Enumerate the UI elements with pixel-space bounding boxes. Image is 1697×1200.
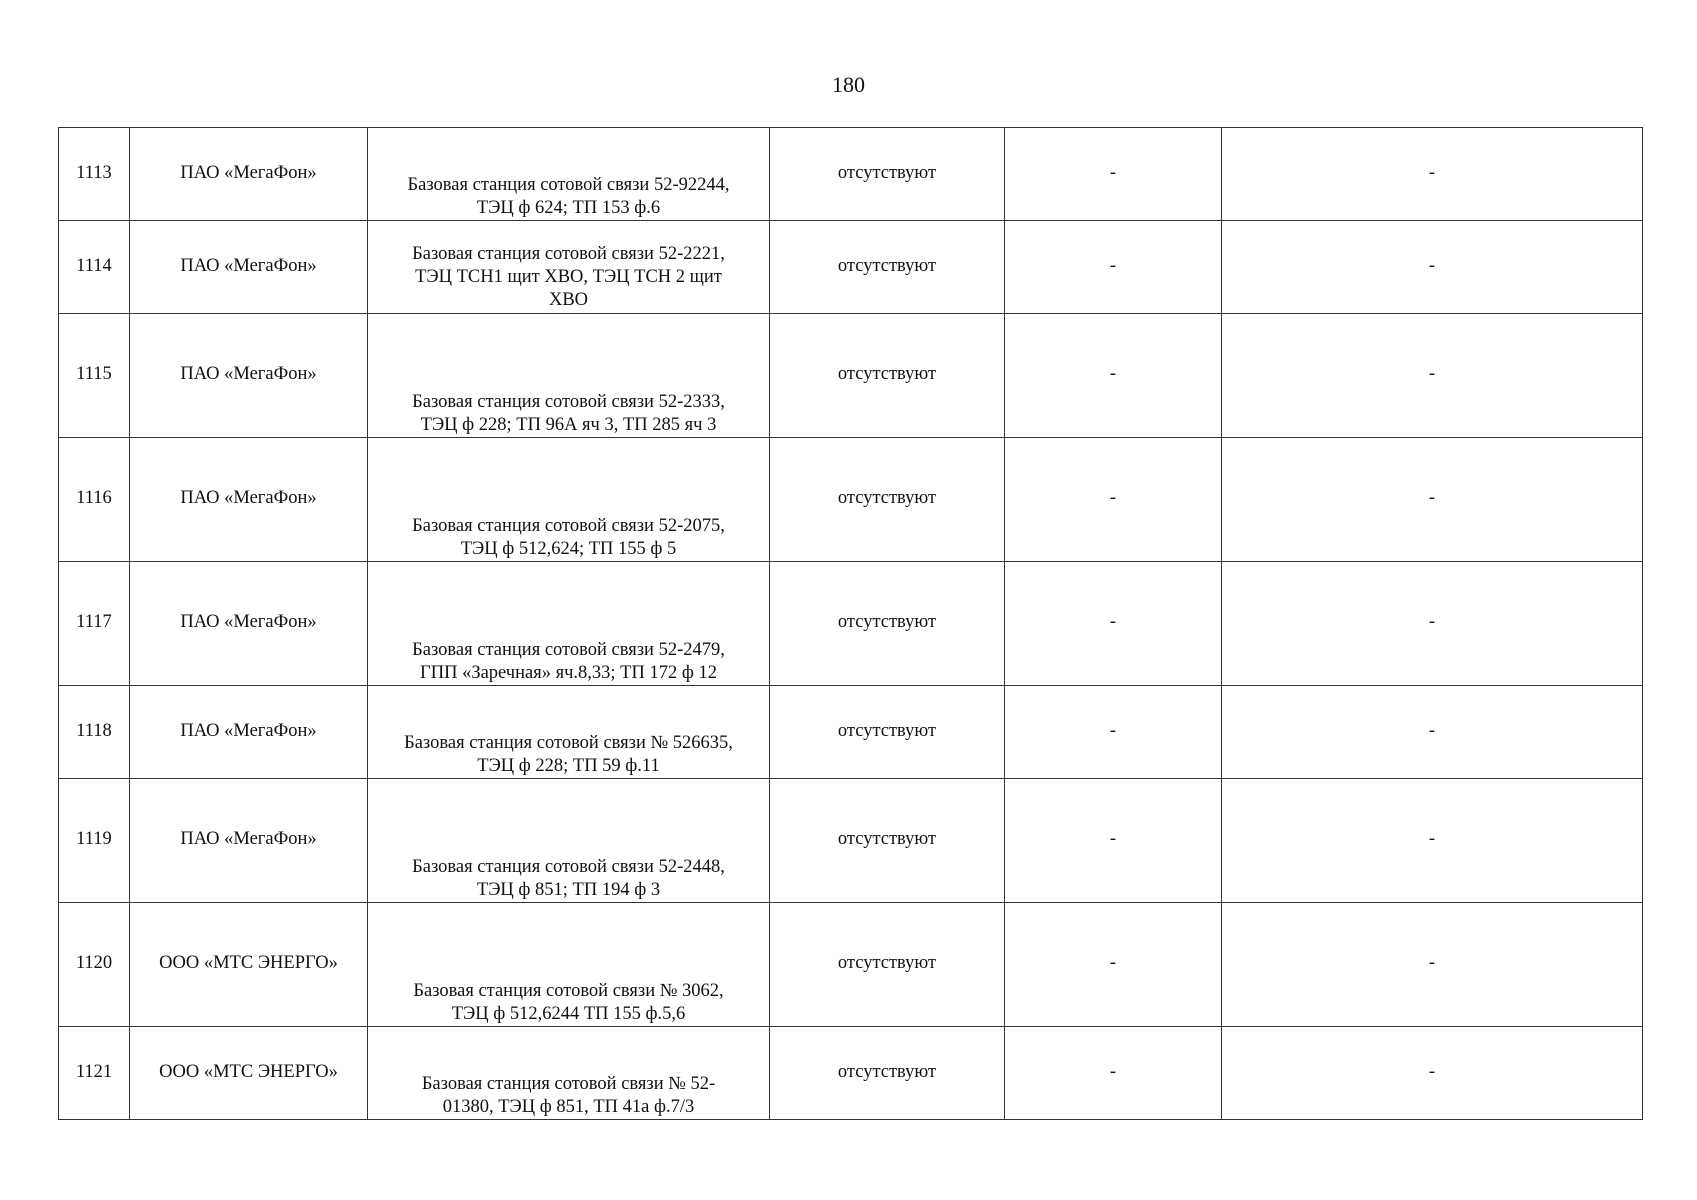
column6-cell	[1222, 903, 1643, 1027]
description-line: Базовая станция сотовой связи № 52-	[421, 1074, 716, 1094]
column5-cell	[1005, 562, 1222, 686]
description-line: ХВО	[548, 290, 589, 310]
column5-value: -	[1109, 364, 1117, 384]
description-cell	[368, 314, 770, 438]
description-cell	[368, 438, 770, 562]
column5-cell	[1005, 779, 1222, 903]
registry-table	[58, 127, 1643, 1120]
organization-name: ПАО «МегаФон»	[180, 721, 317, 741]
status-text: отсутствуют	[837, 612, 937, 632]
organization-name: ПАО «МегаФон»	[180, 364, 317, 384]
column5-value: -	[1109, 953, 1117, 973]
column5-cell	[1005, 686, 1222, 779]
organization-cell	[130, 1027, 368, 1120]
description-cell	[368, 562, 770, 686]
row-number: 1121	[75, 1062, 113, 1082]
column6-cell	[1222, 438, 1643, 562]
column6-value: -	[1428, 829, 1436, 849]
description-cell	[368, 221, 770, 314]
row-number: 1120	[75, 953, 113, 973]
description	[368, 438, 769, 561]
description-line: Базовая станция сотовой связи 52-92244,	[407, 175, 730, 195]
column6-cell	[1222, 686, 1643, 779]
row-number-cell	[59, 1027, 130, 1120]
row-number-cell	[59, 562, 130, 686]
column6-value: -	[1428, 256, 1436, 276]
description-line: 01380, ТЭЦ ф 851, ТП 41а ф.7/3	[442, 1097, 695, 1117]
row-number: 1113	[76, 163, 112, 183]
organization-cell	[130, 221, 368, 314]
column6-cell	[1222, 1027, 1643, 1120]
status-text: отсутствуют	[837, 364, 937, 384]
description-cell	[368, 1027, 770, 1120]
organization-name: ООО «МТС ЭНЕРГО»	[159, 953, 338, 973]
organization-cell	[130, 562, 368, 686]
column5-value: -	[1109, 721, 1117, 741]
table-row	[59, 128, 1643, 221]
row-number-cell	[59, 128, 130, 221]
status-text: отсутствуют	[837, 488, 937, 508]
status-text: отсутствуют	[837, 1062, 937, 1082]
description-line: Базовая станция сотовой связи 52-2479,	[412, 640, 725, 660]
description-line: ТЭЦ ф 228; ТП 96А яч 3, ТП 285 яч 3	[420, 415, 717, 435]
column6-cell	[1222, 562, 1643, 686]
column6-cell	[1222, 221, 1643, 314]
status-text: отсутствуют	[837, 256, 937, 276]
description-cell	[368, 903, 770, 1027]
status-cell	[770, 779, 1005, 903]
description	[368, 903, 769, 1026]
column6-value: -	[1428, 721, 1436, 741]
organization-name: ПАО «МегаФон»	[180, 829, 317, 849]
column6-value: -	[1428, 953, 1436, 973]
description-line: Базовая станция сотовой связи 52-2448,	[412, 857, 725, 877]
row-number-cell	[59, 686, 130, 779]
column5-cell	[1005, 438, 1222, 562]
organization-cell	[130, 438, 368, 562]
description-line: Базовая станция сотовой связи 52-2333,	[412, 392, 725, 412]
description-cell	[368, 779, 770, 903]
description-line: Базовая станция сотовой связи № 3062,	[413, 981, 724, 1001]
table-row	[59, 1027, 1643, 1120]
page-number: 180	[832, 72, 865, 97]
description-line: ТЭЦ ф 228; ТП 59 ф.11	[477, 756, 660, 776]
row-number: 1114	[76, 256, 112, 276]
description-cell	[368, 686, 770, 779]
description	[368, 221, 769, 313]
column6-value: -	[1428, 612, 1436, 632]
column5-value: -	[1109, 1062, 1117, 1082]
organization-cell	[130, 128, 368, 221]
description	[368, 314, 769, 437]
description	[368, 779, 769, 902]
row-number: 1116	[76, 488, 112, 508]
description-line: ТЭЦ ТСН1 щит ХВО, ТЭЦ ТСН 2 щит	[415, 267, 722, 287]
status-cell	[770, 128, 1005, 221]
description-line: ТЭЦ ф 512,624; ТП 155 ф 5	[460, 539, 677, 559]
column5-value: -	[1109, 256, 1117, 276]
table-row	[59, 314, 1643, 438]
column6-value: -	[1428, 1062, 1436, 1082]
organization-name: ПАО «МегаФон»	[180, 488, 317, 508]
column5-value: -	[1109, 612, 1117, 632]
row-number-cell	[59, 438, 130, 562]
column5-cell	[1005, 903, 1222, 1027]
column5-cell	[1005, 221, 1222, 314]
status-cell	[770, 438, 1005, 562]
status-text: отсутствуют	[837, 721, 937, 741]
table-row	[59, 903, 1643, 1027]
status-cell	[770, 903, 1005, 1027]
description-line: ТЭЦ ф 512,6244 ТП 155 ф.5,6	[451, 1004, 686, 1024]
column6-value: -	[1428, 488, 1436, 508]
status-text: отсутствуют	[837, 953, 937, 973]
status-cell	[770, 562, 1005, 686]
description	[368, 1027, 769, 1119]
status-text: отсутствуют	[837, 829, 937, 849]
description-line: ТЭЦ ф 851; ТП 194 ф 3	[476, 880, 661, 900]
description	[368, 128, 769, 220]
organization-name: ПАО «МегаФон»	[180, 612, 317, 632]
description	[368, 562, 769, 685]
description-line: Базовая станция сотовой связи 52-2075,	[412, 516, 725, 536]
table-row	[59, 686, 1643, 779]
description-line: Базовая станция сотовой связи № 526635,	[404, 733, 733, 753]
column6-cell	[1222, 314, 1643, 438]
row-number-cell	[59, 779, 130, 903]
row-number: 1119	[76, 829, 112, 849]
organization-cell	[130, 686, 368, 779]
organization-cell	[130, 903, 368, 1027]
status-text: отсутствуют	[837, 163, 937, 183]
description-line: Базовая станция сотовой связи 52-2221,	[412, 244, 725, 264]
column6-cell	[1222, 779, 1643, 903]
table-row	[59, 438, 1643, 562]
table-row	[59, 221, 1643, 314]
table-row	[59, 779, 1643, 903]
column5-value: -	[1109, 163, 1117, 183]
row-number-cell	[59, 221, 130, 314]
column6-cell	[1222, 128, 1643, 221]
organization-name: ООО «МТС ЭНЕРГО»	[159, 1062, 338, 1082]
status-cell	[770, 1027, 1005, 1120]
description-line: ГПП «Заречная» яч.8,33; ТП 172 ф 12	[420, 663, 717, 683]
column6-value: -	[1428, 163, 1436, 183]
row-number-cell	[59, 903, 130, 1027]
column5-value: -	[1109, 829, 1117, 849]
row-number: 1117	[76, 612, 112, 632]
organization-cell	[130, 779, 368, 903]
description-line: ТЭЦ ф 624; ТП 153 ф.6	[476, 198, 661, 218]
column5-value: -	[1109, 488, 1117, 508]
table-row	[59, 562, 1643, 686]
description-cell	[368, 128, 770, 221]
description	[368, 686, 769, 778]
column5-cell	[1005, 314, 1222, 438]
organization-name: ПАО «МегаФон»	[180, 163, 317, 183]
column6-value: -	[1428, 364, 1436, 384]
column5-cell	[1005, 128, 1222, 221]
organization-name: ПАО «МегаФон»	[180, 256, 317, 276]
organization-cell	[130, 314, 368, 438]
status-cell	[770, 686, 1005, 779]
row-number-cell	[59, 314, 130, 438]
column5-cell	[1005, 1027, 1222, 1120]
status-cell	[770, 221, 1005, 314]
status-cell	[770, 314, 1005, 438]
row-number: 1118	[76, 721, 112, 741]
row-number: 1115	[76, 364, 112, 384]
